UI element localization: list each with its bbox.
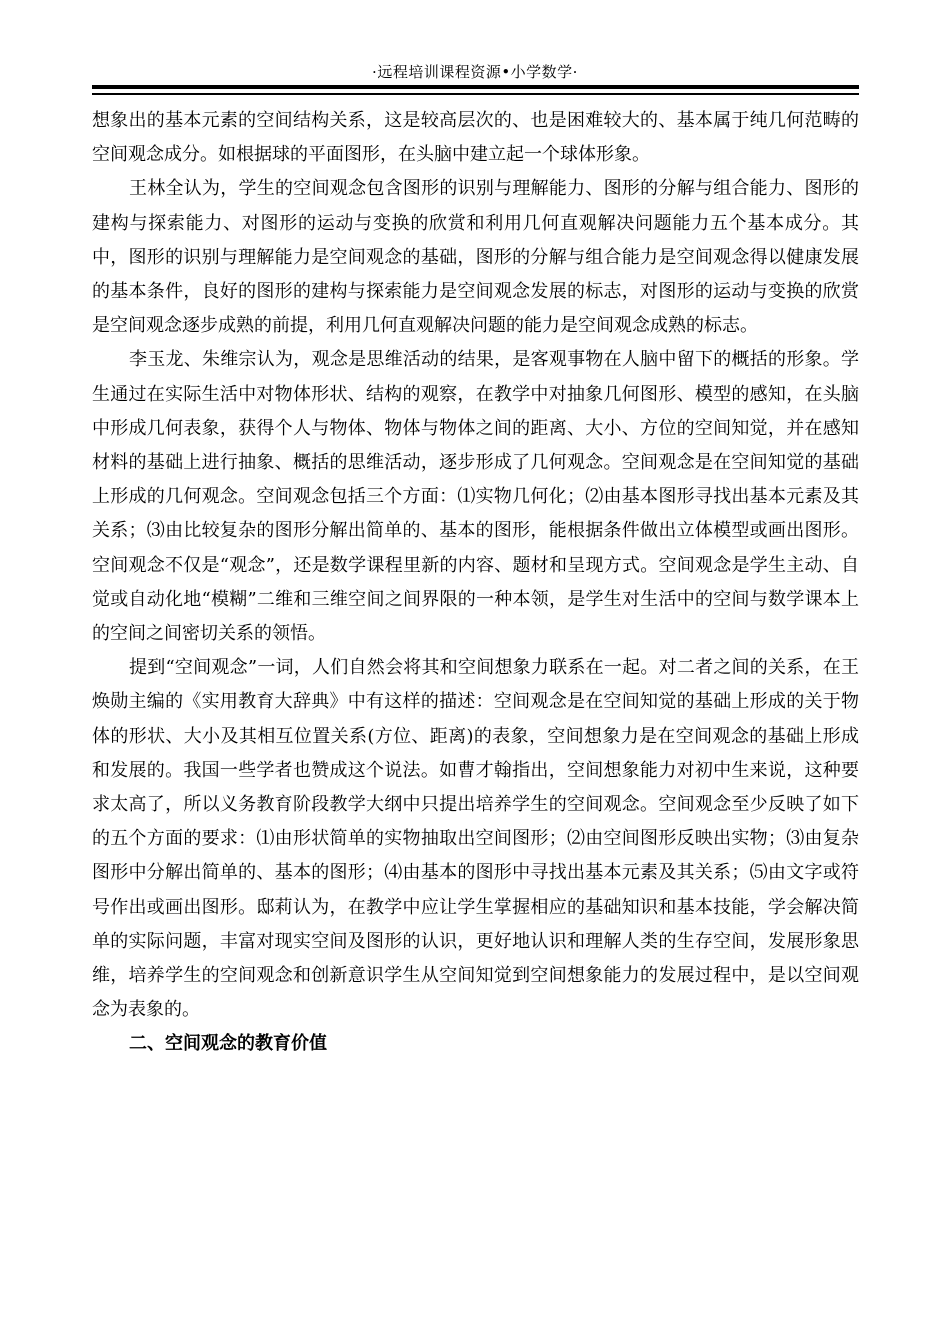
body-text xyxy=(92,104,859,1062)
paragraph-wang-linquan: 王林全认为，学生的空间观念包含图形的识别与理解能力、图形的分解与组合能力、图形的建构与探索能力、对图形的运动与变换的欣赏和利用几何直观解决问题能力五个基本成分。其中，图形的识别与理解能力是空间观念的基础，图形的分解与组合能力是空间观念得以健康发展的基本条件，良好的图形的建构与探索能力是空间观念发展的标志，对图形的运动与变换的欣赏是空间观念逐步成熟的前提，利用几何直观解决问题的能力是空间观念成熟的标志。 xyxy=(92,178,859,337)
page-header-title: ·远程培训课程资源•小学数学· xyxy=(372,63,578,81)
paragraph-li-yulong: 李玉龙、朱维宗认为，观念是思维活动的结果，是客观事物在人脑中留下的概括的形象。学生通过在实际生活中对物体形状、结构的观察，在教学中对抽象几何图形、模型的感知，在头脑中形成几何表象，获得个人与物体、物体与物体之间的距离、大小、方位的空间知觉，并在感知材料的基础上进行抽象、概括的思维活动，逐步形成了几何观念。空间观念是在空间知觉的基础上形成的几何观念。空间观念包括三个方面：⑴实物几何化；⑵由基本图形寻找出基本元素及其关系；⑶由比较复杂的图形分解出简单的、基本的图形，能根据条件做出立体模型或画出图形。空间观念不仅是“观念”，还是数学课程里新的内容、题材和呈现方式。空间观念是学生主动、自觉或自动化地“模糊”二维和三维空间之间界限的一种本领，是学生对生活中的空间与数学课本上的空间之间密切关系的领悟。 xyxy=(92,349,859,645)
paragraph-continued: 想象出的基本元素的空间结构关系，这是较高层次的、也是困难较大的、基本属于纯几何范畴的空间观念成分。如根据球的平面图形，在头脑中建立起一个球体形象。 xyxy=(92,110,859,166)
header-rule-thick xyxy=(92,85,859,89)
header-rule-thin xyxy=(92,93,859,95)
paragraph-spatial-imagination: 提到“空间观念”一词，人们自然会将其和空间想象力联系在一起。对二者之间的关系，在王焕勋主编的《实用教育大辞典》中有这样的描述：空间观念是在空间知觉的基础上形成的关于物体的形状、大小及其相互位置关系(方位、距离)的表象，空间想象力是在空间观念的基础上形成和发展的。我国一些学者也赞成这个说法。如曹才翰指出，空间想象能力对初中生来说，这种要求太高了，所以义务教育阶段教学大纲中只提出培养学生的空间观念。空间观念至少反映了如下的五个方面的要求：⑴由形状简单的实物抽取出空间图形；⑵由空间图形反映出实物；⑶由复杂图形中分解出简单的、基本的图形；⑷由基本的图形中寻找出基本元素及其关系；⑸由文字或符号作出或画出图形。邸莉认为，在教学中应让学生掌握相应的基础知识和基本技能，学会解决简单的实际问题，丰富对现实空间及图形的认识，更好地认识和理解人类的生存空间，发展形象思维，培养学生的空间观念和创新意识学生从空间知觉到空间想象能力的发展过程中，是以空间观念为表象的。 xyxy=(92,657,859,1021)
section-heading: 二、空间观念的教育价值 xyxy=(129,1033,327,1055)
